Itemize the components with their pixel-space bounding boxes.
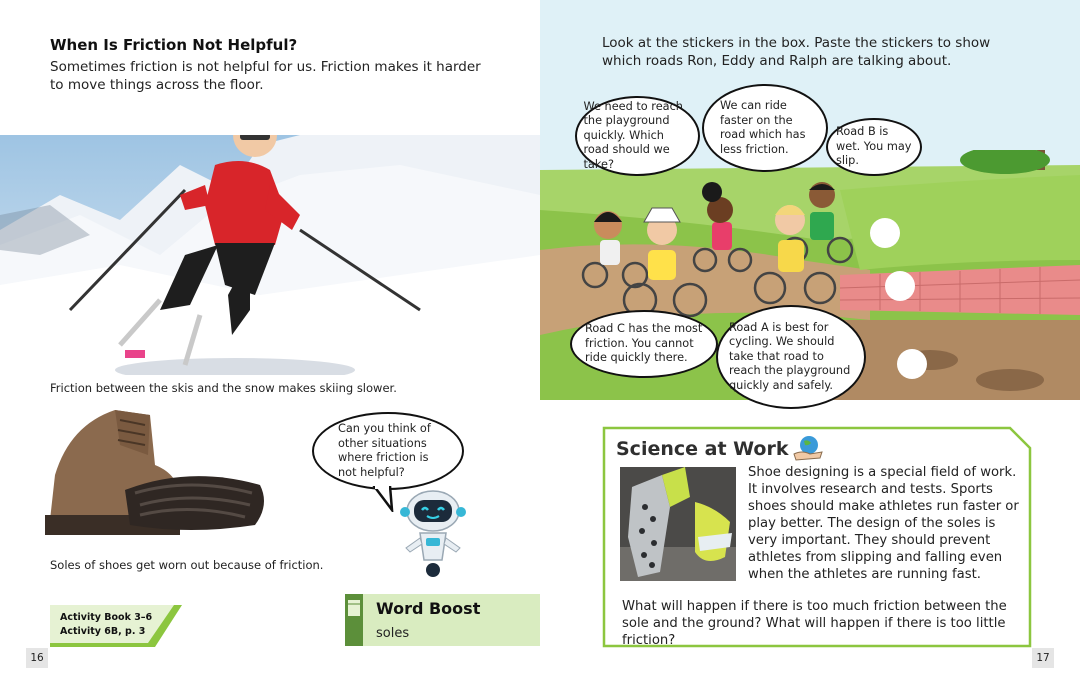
bubble-playground-text: We need to reach the playground quickly. Which road should we take? (583, 99, 683, 171)
skier-photo (0, 135, 540, 375)
word-boost-word: soles (376, 626, 410, 641)
science-at-work-body: Shoe designing is a special field of work. It involves research and tests. Sports shoes should make athletes run faster or play better. The design of the soles is very important. They should prevent athletes from slipping and falling even when the athletes are running fast. (748, 465, 1019, 582)
science-at-work-question: What will happen if there is too much friction between the sole and the ground? What will happen if there is too little friction? (622, 599, 1007, 648)
robot-speech-bubble (312, 412, 464, 490)
bubble-faster (702, 84, 828, 172)
activity-book-line1: Activity Book 3–6 (60, 612, 153, 623)
boot-photo (30, 405, 280, 545)
robot-speech-text: Can you think of other situations where friction is not helpful? (338, 422, 431, 479)
bubble-road-b (826, 118, 922, 176)
running-shoe-photo (620, 467, 736, 581)
instruction-text: Look at the stickers in the box. Paste the stickers to show which roads Ron, Eddy and Ralph are talking about. (602, 35, 991, 69)
page-number-right: 17 (1032, 648, 1054, 668)
section-heading: When Is Friction Not Helpful? (50, 36, 298, 54)
bubble-road-b-text: Road B is wet. You may slip. (836, 125, 912, 168)
bubble-road-c-text: Road C has the most friction. You cannot ride quickly there. (585, 322, 703, 365)
science-at-work-title: Science at Work (616, 438, 789, 460)
bubble-road-a (716, 305, 866, 409)
ski-caption: Friction between the skis and the snow makes skiing slower. (50, 381, 397, 395)
shoe-caption: Soles of shoes get worn out because of friction. (50, 558, 324, 572)
bubble-playground (575, 96, 700, 176)
book-icon (345, 594, 363, 646)
robot-icon (398, 488, 468, 578)
globe-hand-icon (792, 434, 824, 462)
page-number-left: 16 (26, 648, 48, 668)
bubble-road-a-text: Road A is best for cycling. We should take that road to reach the playground quickly and safely. (729, 320, 851, 392)
bubble-faster-text: We can ride faster on the road which has less friction. (720, 99, 806, 156)
bubble-road-c (570, 310, 718, 378)
word-boost-title: Word Boost (376, 599, 481, 618)
activity-book-line2: Activity 6B, p. 3 (60, 626, 146, 637)
intro-text: Sometimes friction is not helpful for us. Friction makes it harder to move things across the floor. (50, 59, 481, 93)
